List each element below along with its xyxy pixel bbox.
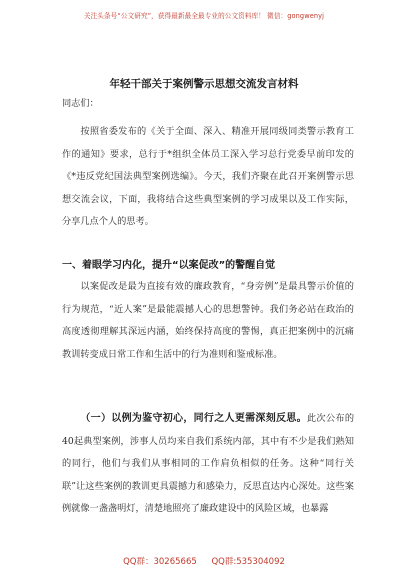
paragraph-1-text: 按照省委发布的《关于全面、深入、精准开展同级同类警示教育工作的通知》要求，总行于*组织全体员工深入学习总行党委早前印发的《*违反党纪国法典型案例选编》。今天，我们齐聚在此召开案例警示思想交流会议，下面，我将结合这些典型案例的学习成果以及工作实际，分享几点个人的思考。 <box>62 126 354 227</box>
section-heading-1: 一、着眼学习内化，提升“以案促改”的警醒自觉 <box>62 260 276 271</box>
paragraph-1 <box>62 121 354 234</box>
footer-qq-group-1: QQ群：30265665 <box>123 557 197 567</box>
header-note: 关注头条号“公文研究”，获得最新最全最专业的公文资料库！ 微信：gongwenyj <box>83 12 325 20</box>
document-title: 年轻干部关于案例警示思想交流发言材料 <box>109 78 299 90</box>
paragraph-2-text: 以案促改是最为直接有效的廉政教育，“身旁例”是最具警示价值的行为规范，“近人案”是最能震撼人心的思想警钟。我们务必站在政治的高度透彻理解其深远内涵，始终保持高度的警惕，真正把案例中的沉痛教训转变成日常工作和生活中的行为准则和鉴戒标准。 <box>62 281 354 360</box>
paragraph-2 <box>62 276 354 366</box>
footer <box>0 555 408 567</box>
subheading-1: （一）以例为鉴守初心，同行之人更需深刻反思。 <box>80 413 307 424</box>
salutation: 同志们： <box>62 98 99 109</box>
footer-qq-group-2: QQ群:535304092 <box>211 557 285 567</box>
paragraph-3-text <box>62 408 354 521</box>
paragraph-3 <box>62 408 354 521</box>
paragraph-3-body: 此次公布的40起典型案例，涉事人员均来自我们系统内部，其中有不少是我们熟知的同行，他们与我们从事相同的工作肩负相似的任务。这种“同行关联”让这些案例的教训更具震撼力和感染力，反思直达内心深处。这些案例就像一盏盏明灯，清楚地照亮了廉政建设中的风险区域，也暴露 <box>62 413 355 514</box>
